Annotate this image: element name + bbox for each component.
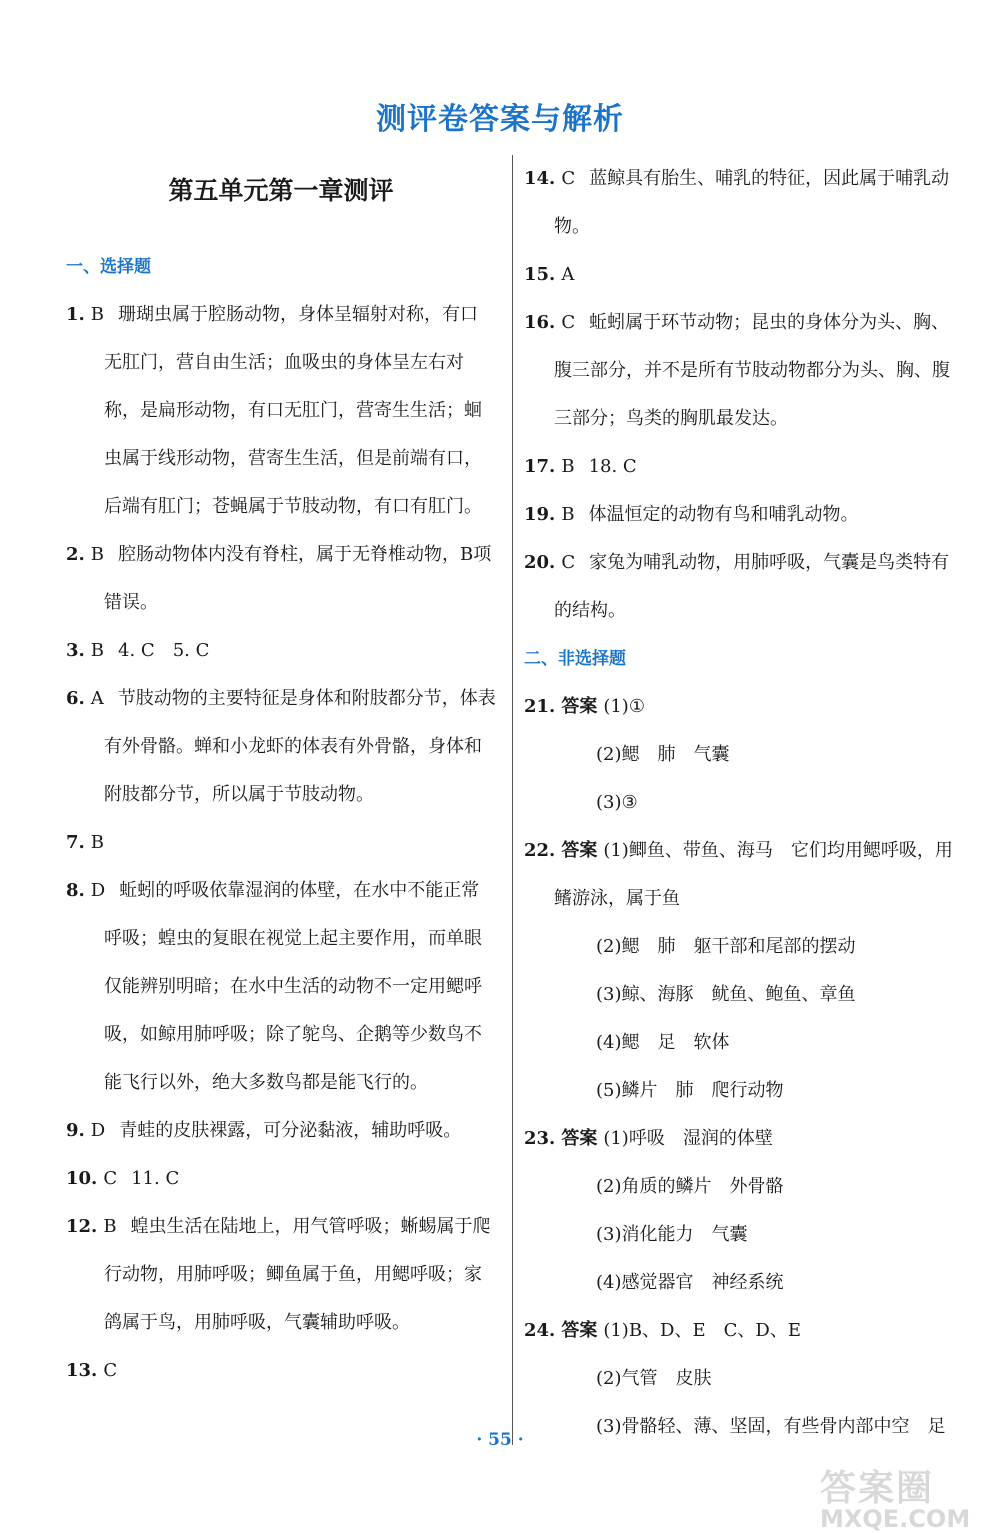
answer-item [66,675,496,819]
question-number: 12. [66,1216,98,1237]
answer-choice: B [90,544,105,565]
question-number: 20. [524,552,556,573]
answer-choice: C [561,312,576,333]
answer-subpart: (3)骨骼轻、薄、坚固，有些骨内部中空 足 [596,1416,946,1437]
answer-item [66,1347,496,1395]
answer-item [524,1115,964,1163]
answer-choice: B [90,304,105,325]
answer-label: 答案 [561,1320,598,1341]
explanation-text: 青蛙的皮肤裸露，可分泌黏液，辅助呼吸。 [119,1120,462,1141]
answer-item [66,1203,496,1347]
answer-item [66,627,496,675]
answer-label: 答案 [561,840,598,861]
watermark-bottom: MXQE.COM [820,1505,971,1533]
question-number: 23. [524,1128,556,1149]
section-heading-nonchoice: 二、非选择题 [524,649,626,669]
answer-item [524,827,964,923]
answer-item [524,443,964,491]
page-number: · 55 · [476,1430,524,1450]
question-number: 10. [66,1168,98,1189]
answer-label: 答案 [561,1128,598,1149]
answer-item [66,1155,496,1203]
answer-item [524,1307,964,1355]
answer-choice: C [561,168,576,189]
explanation-text: 体温恒定的动物有鸟和哺乳动物。 [588,504,859,525]
answer-item [524,155,964,251]
answer-label: 答案 [561,696,598,717]
watermark-logo [820,1460,990,1533]
answer-subpart: (2)气管 皮肤 [596,1368,712,1389]
answer-subpart: (3)鲸、海豚 鱿鱼、鲍鱼、章鱼 [596,984,856,1005]
explanation-text: 蓝鲸具有胎生、哺乳的特征，因此属于哺乳动物。 [554,168,950,237]
column-divider [512,155,513,1445]
nonchoice-answer-list [524,683,964,1451]
question-number: 22. [524,840,556,861]
explanation-text: 珊瑚虫属于腔肠动物，身体呈辐射对称，有口无肛门，营自由生活；血吸虫的身体呈左右对称，是扁形动物，有口无肛门，营寄生生活；蛔虫属于线形动物，营寄生生活，但是前端有口，后端有肛门；苍蝇属于节肢动物，有口有肛门。 [104,304,482,517]
answer-item [524,299,964,443]
answer-item [66,291,496,531]
answer-item [524,539,964,635]
answer-choice: B [103,1216,117,1237]
chapter-title: 第五单元第一章测评 [168,176,394,205]
explanation-text: 节肢动物的主要特征是身体和附肢都分节，体表有外骨骼。蝉和小龙虾的体表有外骨骼，身体和附肢都分节，所以属于节肢动物。 [104,688,496,805]
question-number: 21. [524,696,556,717]
question-number: 9. [66,1120,85,1141]
section-heading-choice: 一、选择题 [66,257,151,277]
answer-choice: D [90,1120,106,1141]
question-number: 2. [66,544,85,565]
answer-subpart: (5)鳞片 肺 爬行动物 [596,1080,784,1101]
answer-item [524,683,964,731]
answer-choice: B [90,832,105,853]
answer-item [524,491,964,539]
left-answer-list [66,291,496,1395]
question-number: 1. [66,304,85,325]
watermark-top: 答案圈 [820,1468,935,1509]
answer-part: (1)呼吸 湿润的体壁 [603,1128,773,1149]
answer-item [66,867,496,1107]
right-column [524,155,964,1451]
answer-subpart: (2)鳃 肺 气囊 [596,744,730,765]
answer-choice: C [561,552,576,573]
question-number: 16. [524,312,556,333]
explanation-text: 腔肠动物体内没有脊柱，属于无脊椎动物，B项错误。 [104,544,492,613]
question-number: 19. [524,504,556,525]
answer-item [66,531,496,627]
explanation-text: 蝗虫生活在陆地上，用气管呼吸；蜥蜴属于爬行动物，用肺呼吸；鲫鱼属于鱼，用鳃呼吸；家鸽属于鸟，用肺呼吸，气囊辅助呼吸。 [104,1216,491,1333]
answer-subpart: (2)角质的鳞片 外骨骼 [596,1176,784,1197]
page-title: 测评卷答案与解析 [376,102,624,137]
answer-part: (1)① [603,696,645,717]
answer-part: (1)鲫鱼、带鱼、海马 它们均用鳃呼吸，用鳍游泳，属于鱼 [554,840,953,909]
answer-subpart: (4)鳃 足 软体 [596,1032,730,1053]
question-number: 6. [66,688,85,709]
question-number: 24. [524,1320,556,1341]
answer-choice: C [103,1360,118,1381]
answer-part: (1)B、D、E C、D、E [603,1320,801,1341]
question-number: 13. [66,1360,98,1381]
answer-subpart: (3)消化能力 气囊 [596,1224,748,1245]
answer-subpart: (2)鳃 肺 躯干部和尾部的摆动 [596,936,856,957]
answer-choice: A [90,688,104,709]
answer-choice: A [561,264,575,285]
question-number: 14. [524,168,556,189]
question-number: 7. [66,832,85,853]
explanation-text: 蚯蚓属于环节动物；昆虫的身体分为头、胸、腹三部分，并不是所有节肢动物都分为头、胸、腹三部分；鸟类的胸肌最发达。 [554,312,950,429]
answer-item [66,819,496,867]
question-number: 15. [524,264,556,285]
answer-choice: C [103,1168,118,1189]
answer-choice: D [90,880,106,901]
answer-choice: B [561,504,575,525]
left-column [66,155,496,1395]
explanation-text: 蚯蚓的呼吸依靠湿润的体壁，在水中不能正常呼吸；蝗虫的复眼在视觉上起主要作用，而单眼仅能辨别明暗；在水中生活的动物不一定用鳃呼吸，如鲸用肺呼吸；除了鸵鸟、企鹅等少数鸟不能飞行以外，绝大多数鸟都是能飞行的。 [104,880,482,1093]
question-number: 8. [66,880,85,901]
question-number: 17. [524,456,556,477]
answer-subpart: (4)感觉器官 神经系统 [596,1272,784,1293]
answer-choice: B [561,456,575,477]
explanation-text: 4. C 5. C [118,640,210,661]
explanation-text: 家兔为哺乳动物，用肺呼吸，气囊是鸟类特有的结构。 [554,552,950,621]
answer-item [524,251,964,299]
answer-subpart: (3)③ [596,792,638,813]
explanation-text: 18. C [588,456,637,477]
answer-choice: B [90,640,105,661]
explanation-text: 11. C [131,1168,180,1189]
answer-item [66,1107,496,1155]
question-number: 3. [66,640,85,661]
right-answer-list [524,155,964,635]
